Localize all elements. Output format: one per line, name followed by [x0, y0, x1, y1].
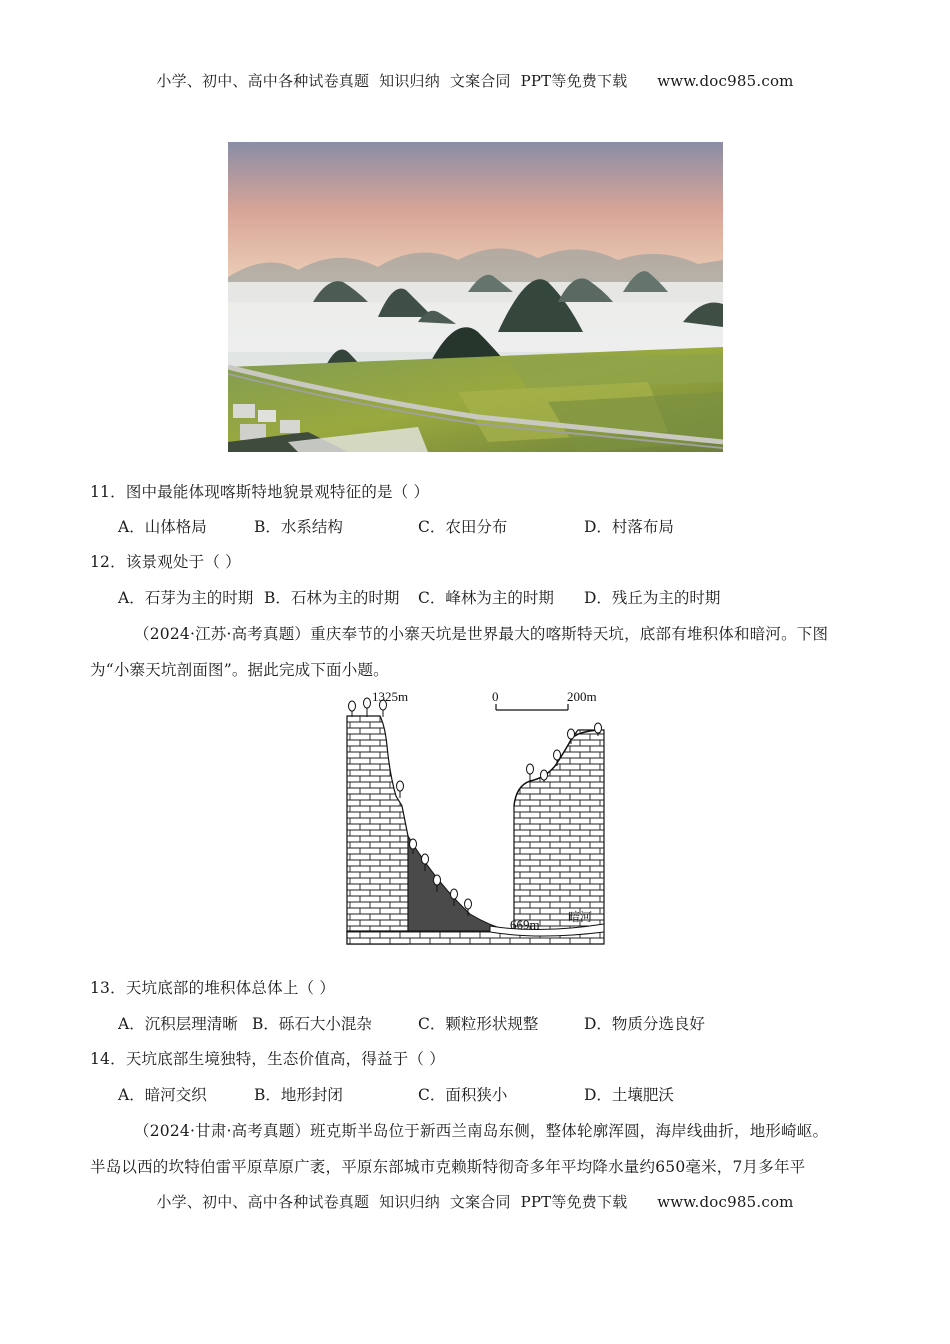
tiankeng-profile-diagram: [340, 686, 610, 948]
question-11-option-b[interactable]: B．水系结构: [254, 518, 343, 536]
question-14-option-d[interactable]: D．土壤肥沃: [584, 1086, 674, 1104]
question-13-option-c[interactable]: C．颗粒形状规整: [418, 1015, 539, 1033]
question-14-option-c[interactable]: C．面积狭小: [418, 1086, 508, 1104]
passage-jiangsu-line-1: （2024·江苏·高考真题）重庆奉节的小寨天坑是世界最大的喀斯特天坑，底部有堆积体和暗河。下图: [134, 625, 829, 643]
question-14-stem: 14．天坑底部生境独特，生态价值高，得益于（ ）: [90, 1050, 445, 1068]
question-11-option-d[interactable]: D．村落布局: [584, 518, 674, 536]
question-11-option-a[interactable]: A．山体格局: [118, 518, 207, 536]
question-11-stem: 11．图中最能体现喀斯特地貌景观特征的是（ ）: [90, 483, 430, 501]
passage-gansu-line-1: （2024·甘肃·高考真题）班克斯半岛位于新西兰南岛东侧，整体轮廓浑圆，海岸线曲折，地形崎岖。: [134, 1122, 829, 1140]
question-12-stem: 12．该景观处于（ ）: [90, 553, 241, 571]
underground-river-label: 暗河: [568, 910, 593, 924]
bottom-elevation-label: 669m: [510, 917, 540, 932]
question-13-stem: 13．天坑底部的堆积体总体上（ ）: [90, 979, 336, 997]
passage-gansu-line-2: 半岛以西的坎特伯雷平原草原广袤，平原东部城市克赖斯特彻奇多年平均降水量约650毫米，7月多年平: [90, 1158, 806, 1176]
top-elevation-label: 1325m: [372, 689, 409, 704]
question-12-option-a[interactable]: A．石芽为主的时期: [118, 589, 254, 607]
talus-deposit: [408, 836, 510, 931]
question-14-option-b[interactable]: B．地形封闭: [254, 1086, 343, 1104]
karst-landscape-photo: [228, 142, 723, 452]
question-12-option-c[interactable]: C．峰林为主的时期: [418, 589, 554, 607]
question-13-option-d[interactable]: D．物质分选良好: [584, 1015, 705, 1033]
page-footer: 小学、初中、高中各种试卷真题 知识归纳 文案合同 PPT等免费下载 www.doc985.com: [156, 1193, 794, 1211]
scale-end-label: 200m: [567, 689, 597, 704]
question-14-option-a[interactable]: A．暗河交织: [118, 1086, 207, 1104]
passage-jiangsu-line-2: 为“小寨天坑剖面图”。据此完成下面小题。: [90, 661, 389, 679]
page-header: 小学、初中、高中各种试卷真题 知识归纳 文案合同 PPT等免费下载 www.doc985.com: [156, 72, 794, 90]
question-12-option-d[interactable]: D．残丘为主的时期: [584, 589, 721, 607]
question-12-option-b[interactable]: B．石林为主的时期: [264, 589, 400, 607]
question-13-option-b[interactable]: B．砾石大小混杂: [252, 1015, 372, 1033]
question-13-option-a[interactable]: A．沉积层理清晰: [118, 1015, 238, 1033]
question-11-option-c[interactable]: C．农田分布: [418, 518, 508, 536]
scale-start-label: 0: [492, 689, 499, 704]
